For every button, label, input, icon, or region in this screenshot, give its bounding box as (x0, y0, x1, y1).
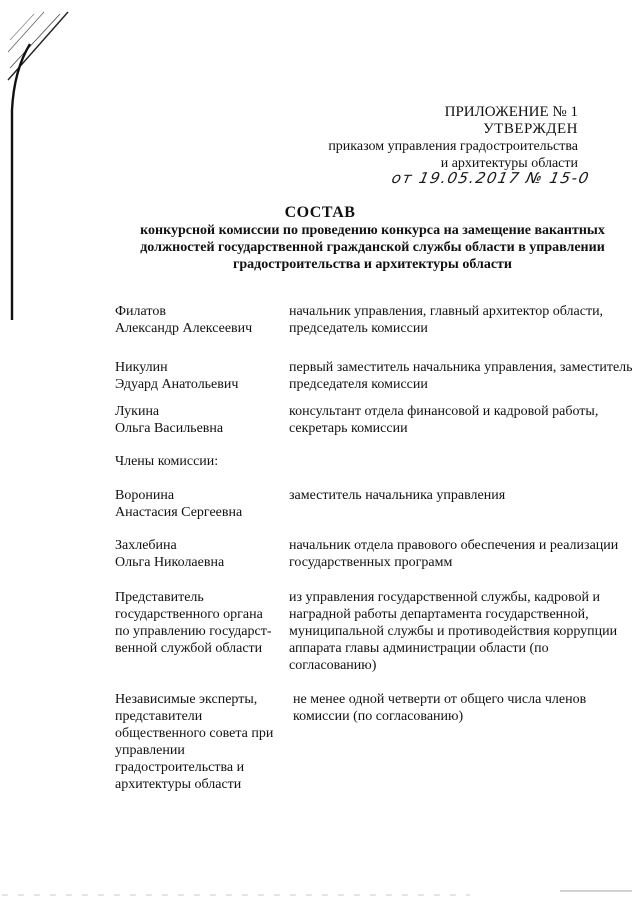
approved-label: УТВЕРЖДЕН (483, 121, 578, 137)
member-name (115, 487, 285, 521)
appendix-number: ПРИЛОЖЕНИЕ № 1 (444, 104, 578, 120)
document-subtitle: конкурсной комиссии по проведению конкурса на замещение вакантных должностей государственной гражданской службы области в управлении градостроительства и архитектуры области (140, 223, 605, 272)
name-line: государственного органа (115, 607, 263, 622)
member-role: начальник отдела правового обеспечения и реализации государственных программ (289, 538, 619, 570)
name-line: архитектуры области (115, 777, 242, 792)
member-surname: Никулин (115, 360, 168, 375)
member-name (115, 303, 285, 337)
order-line-1: приказом управления градостроительства (328, 139, 578, 154)
name-line: представители (115, 709, 203, 724)
order-line-2: и архитектуры области (440, 156, 578, 171)
member-role: начальник управления, главный архитектор области, председатель комиссии (289, 304, 604, 336)
member-given-name: Анастасия Сергеевна (115, 505, 243, 520)
name-line: венной службой области (115, 641, 263, 656)
member-surname: Воронина (115, 488, 175, 503)
member-role: заместитель начальника управления (289, 488, 506, 503)
member-role: из управления государственной службы, кадровой и наградной работы департамента государственной, муниципальной службы и противодействия коррупции аппарата главы администрации области (по согласованию) (289, 590, 618, 673)
members-label: Члены комиссии: (115, 454, 219, 469)
name-line: общественного совета при (115, 726, 274, 741)
approval-stamp (258, 104, 578, 172)
member-given-name: Александр Алексеевич (115, 321, 253, 336)
member-given-name: Эдуард Анатольевич (115, 377, 239, 392)
member-surname: Захлебина (115, 538, 177, 553)
name-line: Независимые эксперты, (115, 692, 258, 707)
member-name (115, 359, 285, 393)
member-surname: Лукина (115, 404, 160, 419)
name-line: по управлению государст- (115, 624, 272, 639)
member-role: первый заместитель начальника управления, заместитель председателя комиссии (289, 360, 633, 392)
name-line: Представитель (115, 590, 204, 605)
handwritten-order-date: от 19.05.2017 № 15-0 (390, 169, 592, 187)
document-title: СОСТАВ (284, 204, 356, 221)
member-name (115, 589, 285, 657)
member-given-name: Ольга Николаевна (115, 555, 225, 570)
member-given-name: Ольга Васильевна (115, 421, 224, 436)
member-name (115, 537, 285, 571)
member-name (115, 403, 285, 437)
member-surname: Филатов (115, 304, 166, 319)
member-role: консультант отдела финансовой и кадровой работы, секретарь комиссии (289, 404, 599, 436)
name-line: управлении (115, 743, 185, 758)
member-name (115, 691, 285, 793)
member-role: не менее одной четверти от общего числа членов комиссии (по согласованию) (293, 692, 587, 724)
name-line: градостроительства и (115, 760, 245, 775)
